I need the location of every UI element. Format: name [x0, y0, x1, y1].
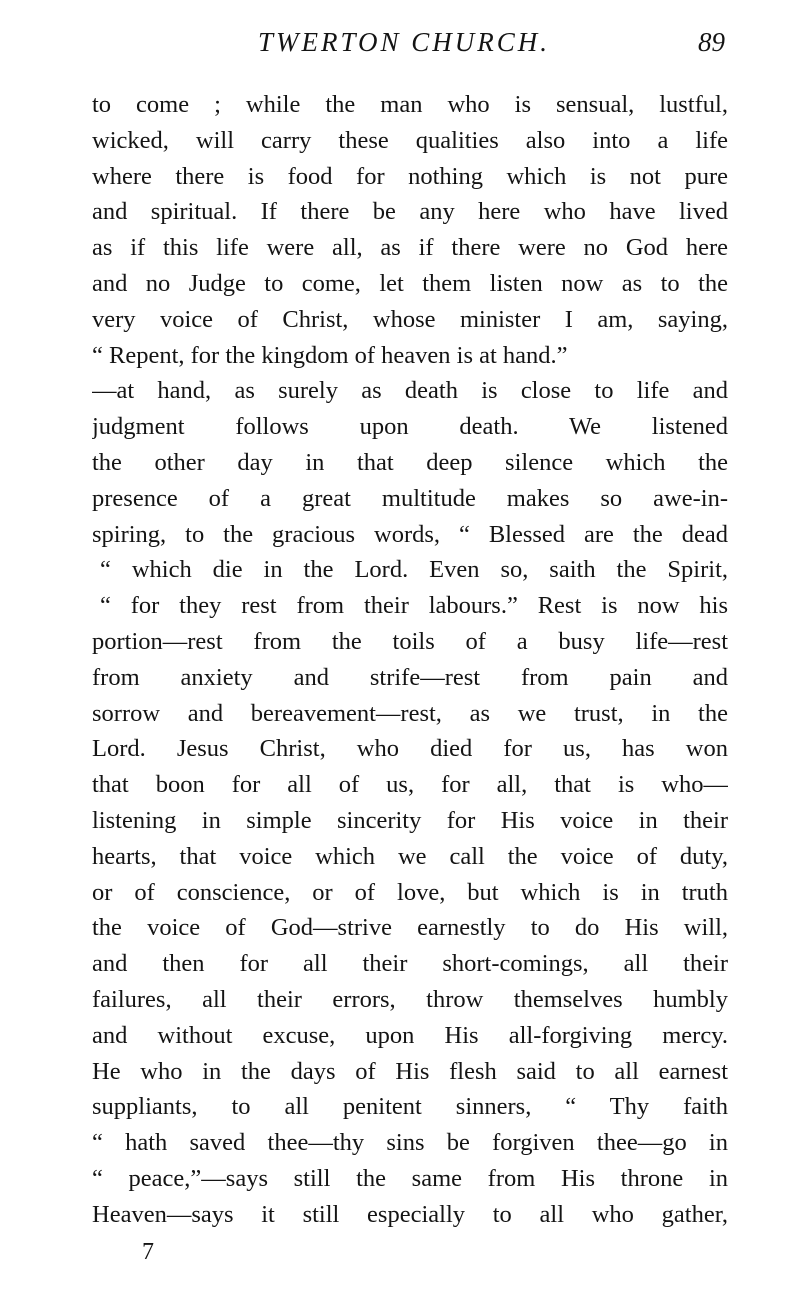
- text-line: sorrow and bereavement—rest, as we trust, in the: [92, 699, 728, 727]
- text-line: to come ; while the man who is sensual, lustful,: [92, 91, 728, 118]
- text-line: listening in simple sincerity for His voice in their: [92, 806, 728, 834]
- text-line: Lord. Jesus Christ, who died for us, has won: [92, 735, 728, 763]
- page-number: 89: [698, 27, 725, 57]
- text-line: “ which die in the Lord. Even so, saith the Spirit,: [100, 556, 728, 584]
- text-line: wicked, will carry these qualities also into a life: [92, 126, 728, 154]
- text-line: “ for they rest from their labours.” Rest is now his: [100, 592, 728, 620]
- text-line: He who in the days of His flesh said to all earnest: [92, 1057, 728, 1085]
- text-line: “ hath saved thee—thy sins be forgiven thee—go in: [92, 1129, 728, 1157]
- signature-mark: 7: [142, 1239, 154, 1265]
- text-line: where there is food for nothing which is not pure: [92, 162, 728, 190]
- text-line: presence of a great multitude makes so awe-in-: [92, 484, 728, 512]
- text-line: from anxiety and strife—rest from pain and: [92, 663, 728, 691]
- text-line: and no Judge to come, let them listen now as to the: [92, 269, 728, 297]
- text-line: failures, all their errors, throw themselves humbly: [92, 985, 728, 1013]
- text-line: the voice of God—strive earnestly to do His will,: [92, 914, 728, 942]
- text-line: hearts, that voice which we call the voice of duty,: [92, 842, 728, 870]
- body-text: [92, 87, 728, 1233]
- text-line: spiring, to the gracious words, “ Blessed are the dead: [92, 520, 728, 548]
- text-line: judgment follows upon death. We listened: [92, 413, 728, 441]
- text-line: that boon for all of us, for all, that is who—: [92, 771, 728, 799]
- text-line: and without excuse, upon His all-forgiving mercy.: [92, 1021, 728, 1049]
- text-line: as if this life were all, as if there were no God here: [92, 234, 728, 262]
- text-line: “ peace,”—says still the same from His throne in: [92, 1164, 728, 1192]
- text-line: very voice of Christ, whose minister I am, saying,: [92, 305, 728, 333]
- running-head: [0, 22, 800, 62]
- text-line: portion—rest from the toils of a busy life—rest: [92, 627, 728, 655]
- text-line: Heaven—says it still especially to all who gather,: [92, 1200, 728, 1228]
- text-line: suppliants, to all penitent sinners, “ Thy faith: [92, 1093, 728, 1121]
- text-line: the other day in that deep silence which the: [92, 448, 728, 476]
- running-title: TWERTON CHURCH.: [258, 27, 551, 57]
- text-line: and then for all their short-comings, all their: [92, 950, 728, 978]
- text-line: “ Repent, for the kingdom of heaven is at hand.”: [92, 341, 568, 369]
- text-line: —at hand, as surely as death is close to life and: [92, 377, 728, 405]
- text-line: and spiritual. If there be any here who have lived: [92, 198, 728, 226]
- text-line: or of conscience, or of love, but which is in truth: [92, 878, 728, 906]
